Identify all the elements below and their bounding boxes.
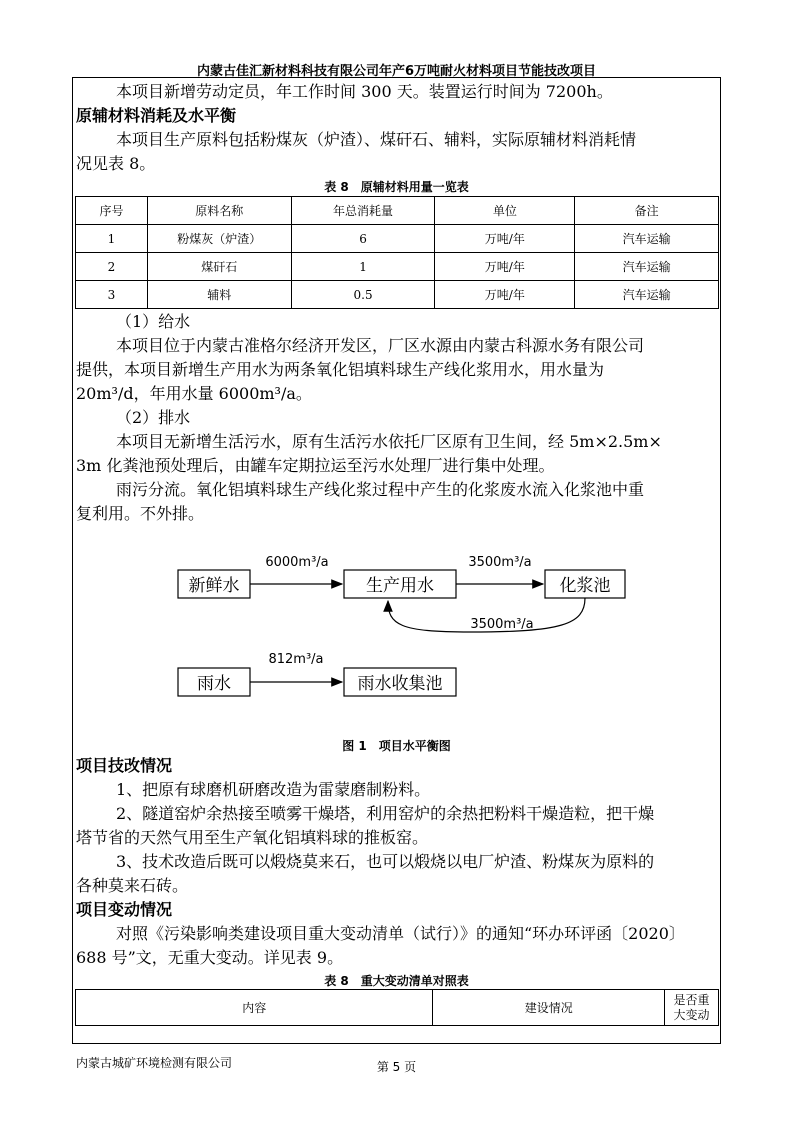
table-caption-materials: 表 8 原辅材料用量一览表: [324, 180, 469, 194]
table-cell: 0.5: [291, 281, 435, 309]
materials-paragraph-line1: 本项目生产原料包括粉煤灰（炉渣）、煤矸石、辅料，实际原辅材料消耗情: [116, 130, 637, 149]
table-cell: 汽车运输: [575, 253, 719, 281]
flow-label-to-pool: 3500m³/a: [468, 555, 532, 570]
intro-paragraph: 本项目新增劳动定员，年工作时间 300 天。装置运行时间为 7200h。: [116, 82, 613, 101]
table-cell: 辅料: [147, 281, 291, 309]
table-cell: 1: [291, 253, 435, 281]
section-heading-retrofit: 项目技改情况: [76, 756, 173, 775]
table-header-cell: 原料名称: [147, 197, 291, 225]
footer-page-number: 第 5 页: [376, 1060, 417, 1074]
retrofit-item3-line1: 3、技术改造后既可以煅烧莫来石，也可以煅烧以电厂炉渣、粉煤灰为原料的: [116, 852, 655, 871]
flow-label-return: 3500m³/a: [470, 617, 534, 632]
retrofit-item3-line2: 各种莫来石砖。: [76, 876, 189, 895]
footer-rule: [72, 1043, 721, 1044]
production-water-label: 生产用水: [366, 576, 434, 596]
changes-paragraph-line1: 对照《污染影响类建设项目重大变动清单（试行）》的通知“环办环评函〔2020〕: [116, 924, 685, 943]
fresh-water-label: 新鲜水: [188, 576, 240, 596]
table-cell: 煤矸石: [147, 253, 291, 281]
changes-paragraph-line2: 688 号”文，无重大变动。详见表 9。: [76, 948, 344, 967]
table-cell: 汽车运输: [575, 225, 719, 253]
water-drain-line2: 3m 化粪池预处理后，由罐车定期拉运至污水处理厂进行集中处理。: [76, 456, 555, 475]
table-cell: 2: [76, 253, 148, 281]
materials-paragraph-line2: 况见表 8。: [76, 154, 156, 173]
table-cell: 1: [76, 225, 148, 253]
rain-pool-label: 雨水收集池: [357, 674, 443, 694]
table-cell: 3: [76, 281, 148, 309]
flow-label-fresh: 6000m³/a: [265, 555, 329, 570]
table-header-cell: 单位: [435, 197, 575, 225]
water-drain-line1: 本项目无新增生活污水，原有生活污水依托厂区原有卫生间，经 5m×2.5m×: [116, 432, 662, 451]
table-cell: 万吨/年: [435, 225, 575, 253]
table-header-cell: 年总消耗量: [291, 197, 435, 225]
section-heading-changes: 项目变动情况: [76, 900, 173, 919]
table-header-cell: 序号: [76, 197, 148, 225]
slurry-pool-label: 化浆池: [559, 576, 611, 596]
water-supply-title: （1）给水: [116, 312, 191, 331]
table-cell: 万吨/年: [435, 253, 575, 281]
water-supply-line2: 提供，本项目新增生产用水为两条氧化铝填料球生产线化浆用水，用水量为: [76, 360, 605, 379]
water-supply-line3: 20m³/d，年用水量 6000m³/a。: [76, 384, 312, 403]
table-cell: 6: [291, 225, 435, 253]
table-caption-changes: 表 8 重大变动清单对照表: [324, 974, 469, 988]
flow-label-rain: 812m³/a: [268, 652, 324, 667]
footer-company: 内蒙古城矿环境检测有限公司: [76, 1056, 233, 1070]
water-supply-line1: 本项目位于内蒙古准格尔经济开发区，厂区水源由内蒙古科源水务有限公司: [116, 336, 645, 355]
retrofit-item2-line1: 2、隧道窑炉余热接至喷雾干燥塔，利用窑炉的余热把粉料干燥造粒，把干燥: [116, 804, 655, 823]
section-heading-materials: 原辅材料消耗及水平衡: [76, 106, 237, 125]
table-header-cell: 建设情况: [433, 990, 665, 1026]
table-header-cell: 备注: [575, 197, 719, 225]
rain-line2: 复利用。不外排。: [76, 504, 205, 523]
table-cell: 万吨/年: [435, 281, 575, 309]
table-header-cell: 是否重大变动: [665, 990, 719, 1026]
document-header-title: 内蒙古佳汇新材料科技有限公司年产6万吨耐火材料项目节能技改项目: [196, 64, 597, 79]
changes-table: [75, 989, 719, 1026]
table-header-cell: 内容: [76, 990, 433, 1026]
water-drain-title: （2）排水: [116, 408, 191, 427]
retrofit-item2-line2: 塔节省的天然气用至生产氧化铝填料球的推板窑。: [76, 828, 429, 847]
rain-line1: 雨污分流。氧化铝填料球生产线化浆过程中产生的化浆废水流入化浆池中重: [116, 480, 645, 499]
figure-caption: 图 1 项目水平衡图: [342, 739, 451, 753]
table-header-row: [76, 990, 719, 1026]
table-cell: 粉煤灰（炉渣）: [147, 225, 291, 253]
table-cell: 汽车运输: [575, 281, 719, 309]
rain-label: 雨水: [197, 674, 231, 694]
retrofit-item1: 1、把原有球磨机研磨改造为雷蒙磨制粉料。: [116, 780, 431, 799]
